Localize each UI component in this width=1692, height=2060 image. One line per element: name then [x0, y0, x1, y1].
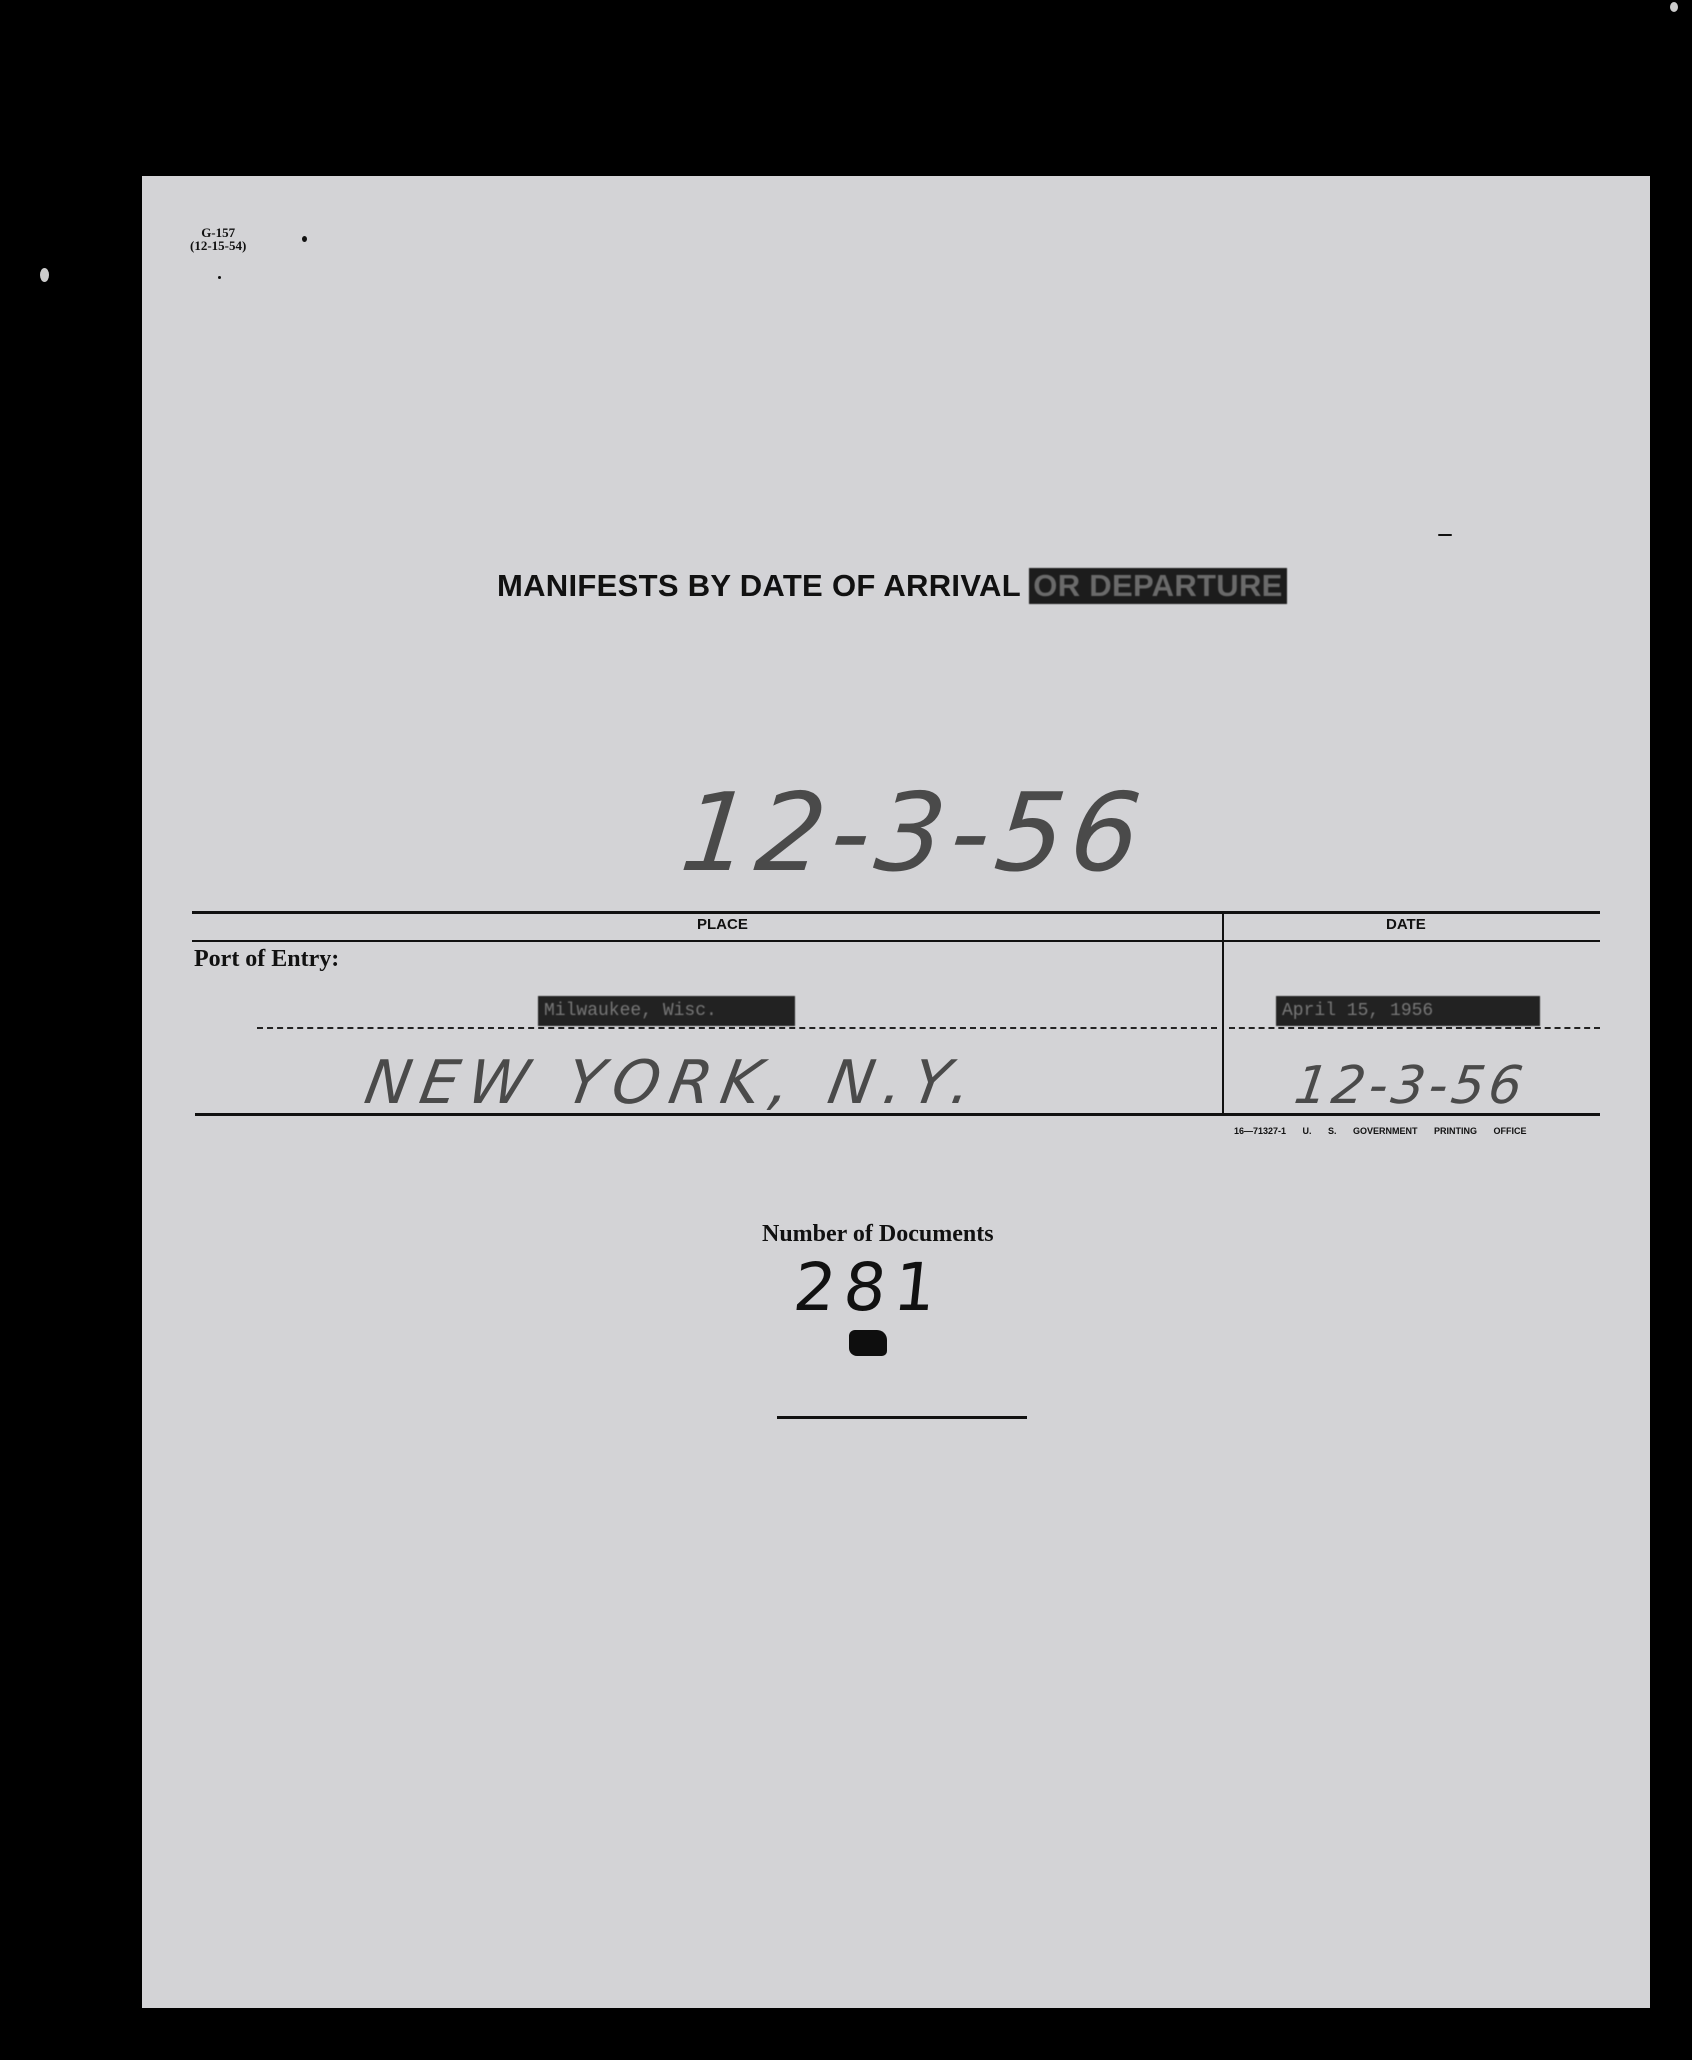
redacted-place-stamp: Milwaukee, Wisc.: [538, 996, 795, 1026]
port-of-entry-label: Port of Entry:: [194, 946, 340, 972]
signature-line: [777, 1416, 1027, 1419]
manifest-cover-sheet: [142, 176, 1650, 2008]
scan-speck: [40, 268, 49, 282]
handwritten-document-count: 281: [789, 1249, 949, 1326]
redacted-date-stamp: April 15, 1956: [1276, 996, 1540, 1026]
ink-speck: [1438, 534, 1452, 536]
form-number: G-157: [201, 225, 236, 240]
scan-speck: [1670, 2, 1678, 12]
ink-speck: [218, 276, 221, 279]
form-code: [190, 226, 246, 252]
table-top-rule: [192, 911, 1600, 914]
form-revision: (12-15-54): [190, 238, 247, 253]
printer-imprint: 16—71327-1 U. S. GOVERNMENT PRINTING OFFICE: [1234, 1126, 1527, 1136]
title-text: MANIFESTS BY DATE OF ARRIVAL: [497, 568, 1021, 603]
number-of-documents-label: Number of Documents: [762, 1221, 994, 1247]
ink-blot: [849, 1330, 887, 1356]
ink-speck: [302, 236, 307, 242]
handwritten-date: 12-3-56: [1290, 1056, 1531, 1116]
place-dashed-line: [257, 1027, 1217, 1029]
column-divider: [1222, 914, 1224, 1113]
struck-title-text: OR DEPARTURE: [1029, 568, 1286, 604]
place-column-header: PLACE: [697, 916, 748, 933]
handwritten-top-date: 12-3-56: [675, 771, 1153, 896]
date-dashed-line: [1229, 1027, 1600, 1029]
handwritten-place: NEW YORK, N.Y.: [359, 1048, 988, 1118]
page-title: [497, 568, 1287, 604]
date-column-header: DATE: [1386, 916, 1426, 933]
table-header-rule: [192, 940, 1600, 942]
